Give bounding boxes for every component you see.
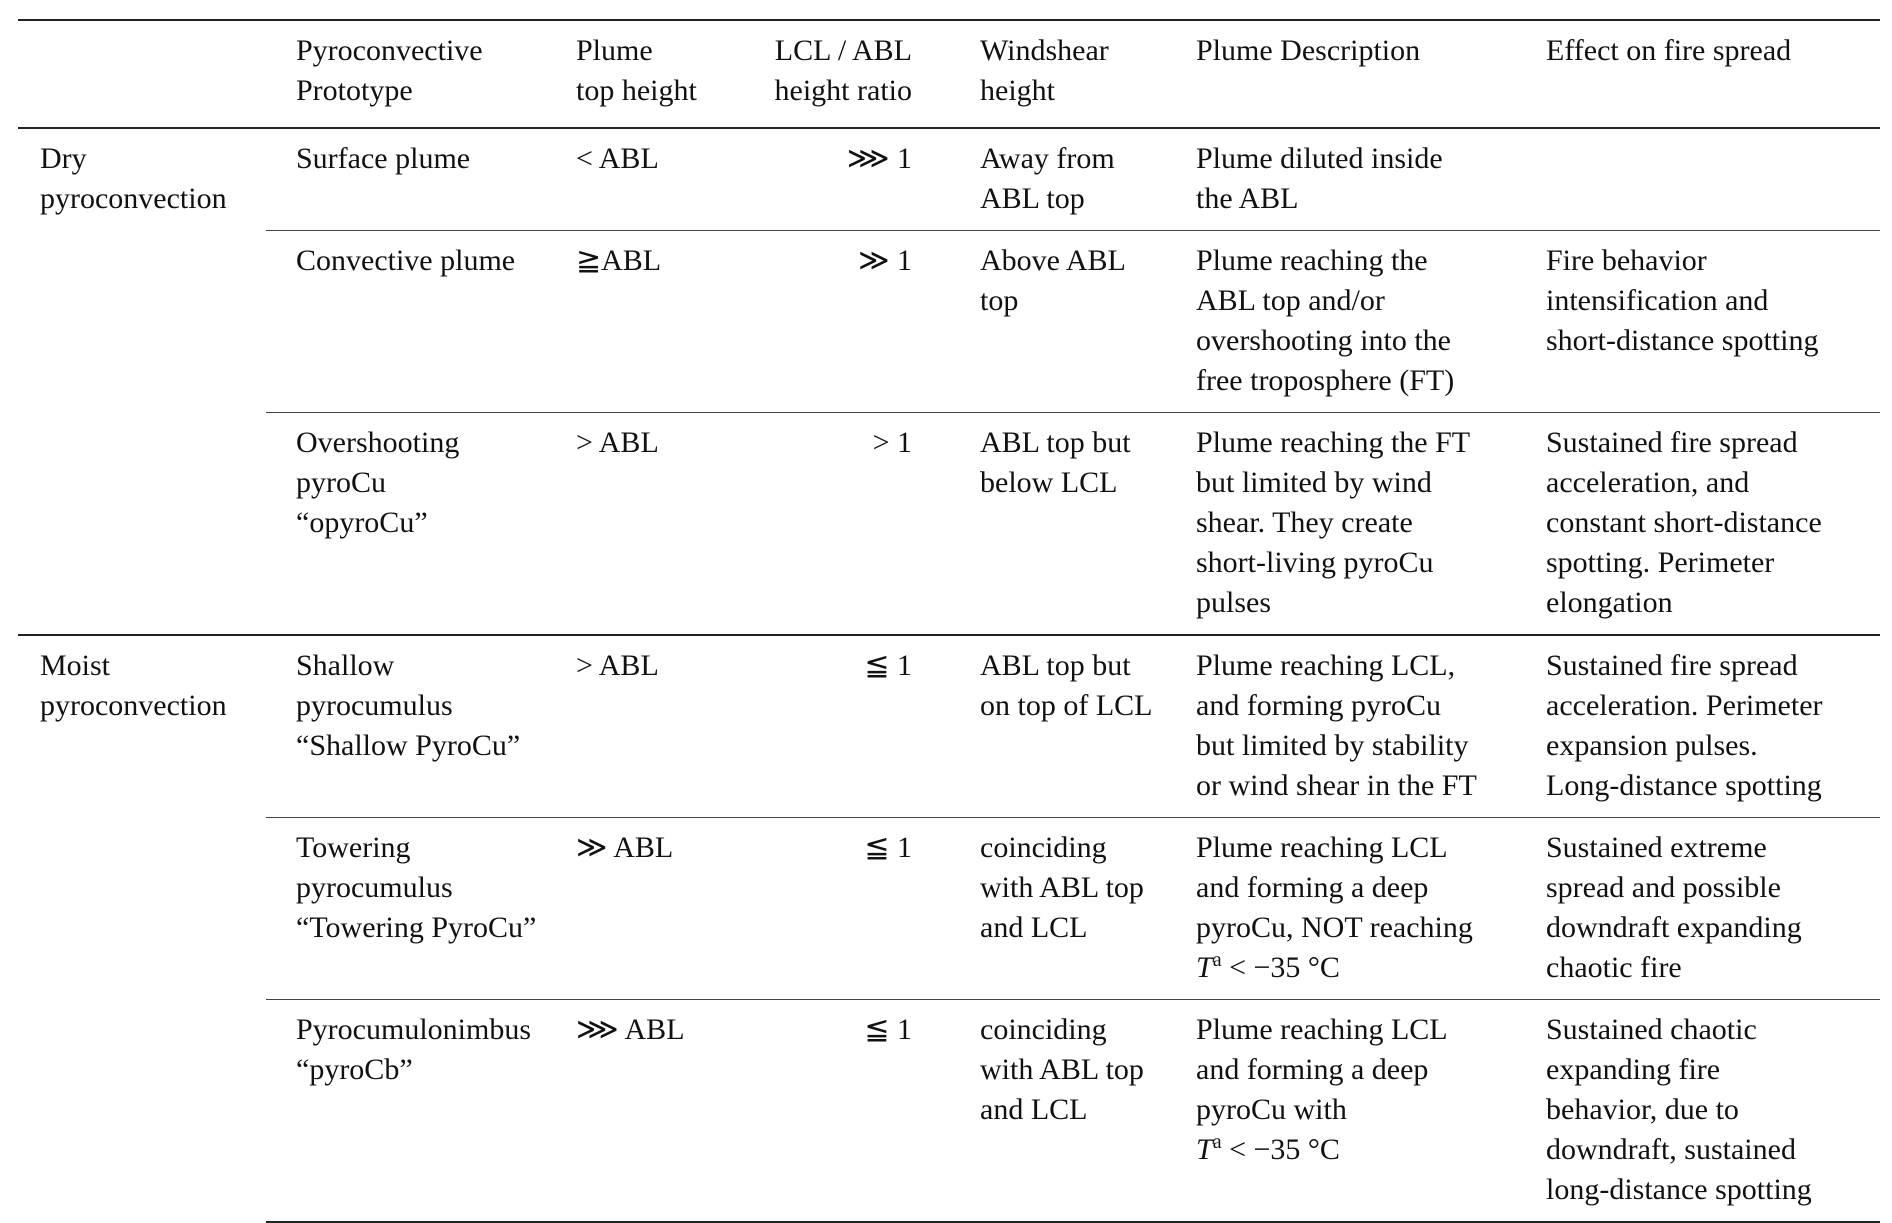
cell-description: Plume diluted inside the ABL [1196, 142, 1443, 215]
header-windshear: Windshear height [936, 20, 1164, 128]
table-row [18, 413, 1880, 636]
cell-effect: Fire behavior intensification and short-distance spotting [1514, 231, 1880, 413]
table-row [18, 128, 1880, 231]
cell-effect: Sustained fire spread acceleration, and constant short-distance spotting. Perimeter elongation [1514, 413, 1880, 636]
temperature-superscript: a [1212, 949, 1222, 971]
cell-plume-top: ≫ ABL [576, 818, 736, 1000]
cell-windshear: coinciding with ABL top and LCL [936, 818, 1164, 1000]
cell-effect: Sustained fire spread acceleration. Perimeter expansion pulses. Long-distance spotting [1514, 635, 1880, 818]
cell-prototype: Surface plume [296, 142, 471, 175]
description-line: Plume reaching LCL [1196, 831, 1448, 864]
description-line: and forming a deep [1196, 871, 1429, 904]
cell-plume-top: > ABL [576, 413, 736, 636]
cell-plume-top: < ABL [576, 142, 659, 175]
group-label-dry: Dry pyroconvection [40, 142, 227, 215]
cell-description: Plume reaching the ABL top and/or overshooting into the free troposphere (FT) [1164, 231, 1514, 413]
header-row [18, 20, 1880, 128]
cell-ratio: ≫ 1 [736, 231, 936, 413]
cell-effect: Sustained chaotic expanding fire behavior, due to downdraft, sustained long-distance spotting [1514, 1000, 1880, 1223]
cell-ratio: ⋙ 1 [846, 142, 912, 175]
cell-windshear: ABL top but on top of LCL [936, 635, 1164, 818]
cell-windshear: coinciding with ABL top and LCL [936, 1000, 1164, 1223]
header-prototype: Pyroconvective Prototype [266, 20, 576, 128]
cell-description: Plume reaching LCL, and forming pyroCu but limited by stability or wind shear in the FT [1164, 635, 1514, 818]
temperature-value: < −35 °C [1221, 1133, 1340, 1166]
temperature-superscript: a [1212, 1131, 1222, 1153]
header-effect: Effect on fire spread [1514, 20, 1880, 128]
description-line: pyroCu, NOT reaching [1196, 911, 1473, 944]
header-ratio: LCL / ABL height ratio [736, 20, 936, 128]
cell-windshear: Above ABL top [936, 231, 1164, 413]
cell-prototype: Pyrocumulonimbus “pyroCb” [266, 1000, 576, 1223]
header-plume-top: Plume top height [576, 20, 736, 128]
temperature-symbol: T [1196, 1133, 1213, 1166]
cell-prototype: Shallow pyrocumulus “Shallow PyroCu” [266, 635, 576, 818]
description-line: pyroCu with [1196, 1093, 1347, 1126]
cell-ratio: ≦ 1 [736, 1000, 936, 1223]
temperature-value: < −35 °C [1221, 951, 1340, 984]
table-row [18, 231, 1880, 413]
cell-description [1164, 818, 1514, 1000]
cell-ratio: > 1 [736, 413, 936, 636]
cell-prototype: Convective plume [266, 231, 576, 413]
cell-ratio: ≦ 1 [736, 635, 936, 818]
cell-plume-top: > ABL [576, 635, 736, 818]
table-row [18, 1000, 1880, 1223]
pyroconvection-table [18, 19, 1880, 1223]
group-label-moist: Moist pyroconvection [18, 635, 266, 1222]
table-row [18, 818, 1880, 1000]
temperature-symbol: T [1196, 951, 1213, 984]
cell-prototype: Overshooting pyroCu “opyroCu” [266, 413, 576, 636]
header-description: Plume Description [1164, 20, 1514, 128]
cell-effect: Sustained extreme spread and possible downdraft expanding chaotic fire [1514, 818, 1880, 1000]
cell-plume-top: ⋙ ABL [576, 1000, 736, 1223]
header-group [18, 20, 266, 128]
cell-description: Plume reaching the FT but limited by wind shear. They create short-living pyroCu pulses [1164, 413, 1514, 636]
cell-effect [1514, 128, 1880, 231]
description-line: and forming a deep [1196, 1053, 1429, 1086]
description-line: Plume reaching LCL [1196, 1013, 1448, 1046]
cell-windshear: ABL top but below LCL [936, 413, 1164, 636]
cell-plume-top: ≧ABL [576, 231, 736, 413]
cell-windshear: Away from ABL top [980, 142, 1115, 215]
table-row [18, 635, 1880, 818]
cell-ratio: ≦ 1 [736, 818, 936, 1000]
table-container [18, 19, 1880, 1223]
cell-description [1164, 1000, 1514, 1223]
cell-prototype: Towering pyrocumulus “Towering PyroCu” [266, 818, 576, 1000]
